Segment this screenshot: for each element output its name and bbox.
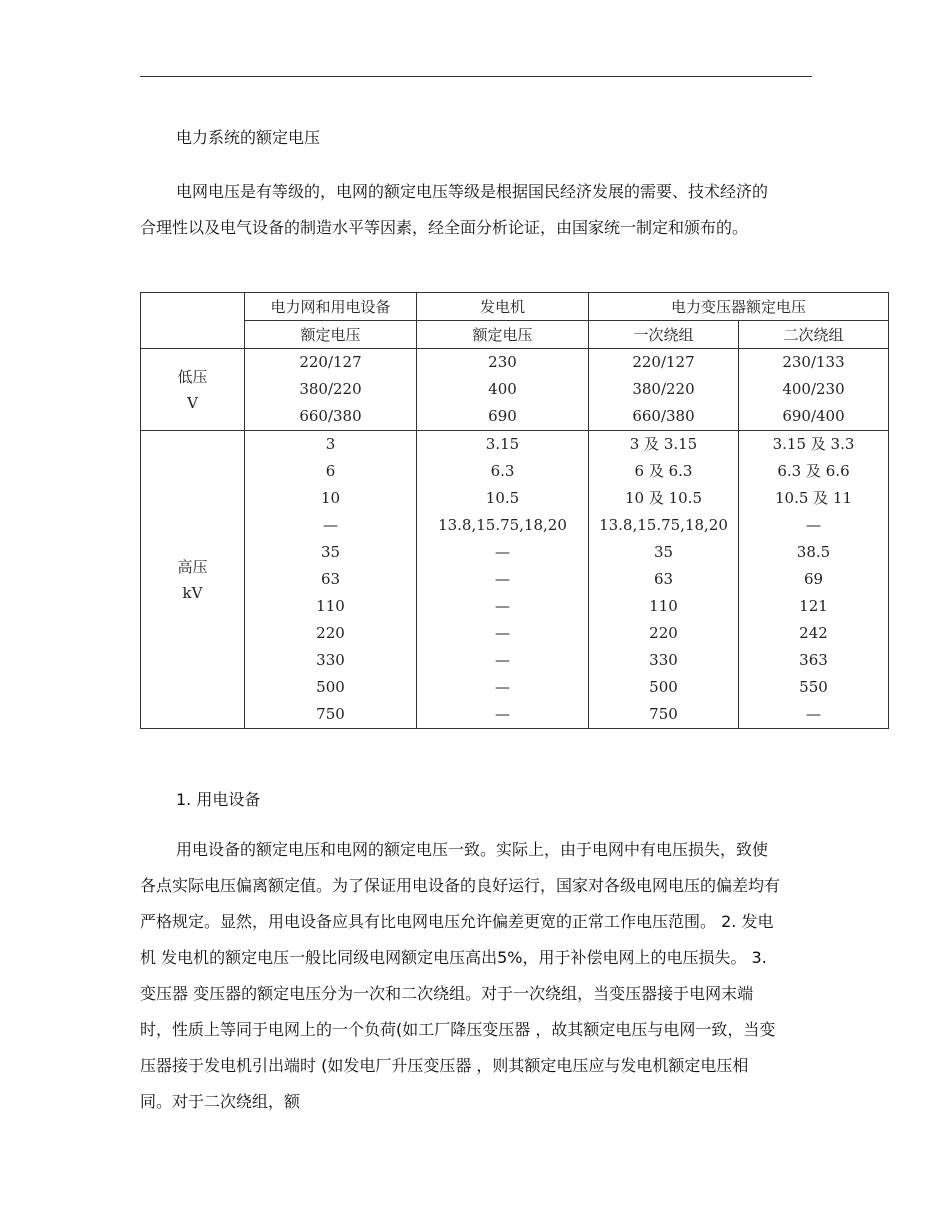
table-cell: 10 bbox=[320, 489, 341, 507]
table-cell: 380/220 bbox=[632, 380, 695, 398]
header-secondary: 二次绕组 bbox=[739, 321, 889, 349]
table-cell: 690 bbox=[488, 407, 517, 425]
table-cell: 750 bbox=[649, 705, 678, 723]
table-cell: 660/380 bbox=[299, 407, 362, 425]
section-heading: 电力系统的额定电压 bbox=[176, 128, 321, 147]
header-generator: 发电机 bbox=[417, 293, 589, 321]
table-cell: 242 bbox=[799, 624, 828, 642]
table-cell: — bbox=[495, 597, 510, 615]
table-cell: 63 bbox=[653, 570, 674, 588]
header-primary: 一次绕组 bbox=[589, 321, 739, 349]
table-cell: 35 bbox=[653, 543, 674, 561]
table-cell: 13.8,15.75,18,20 bbox=[438, 516, 567, 534]
table-cell: 13.8,15.75,18,20 bbox=[599, 516, 728, 534]
table-cell: 3 bbox=[325, 435, 336, 453]
table-cell: 220/127 bbox=[299, 353, 362, 371]
table-cell: 363 bbox=[799, 651, 828, 669]
body-paragraph: 用电设备的额定电压和电网的额定电压一致。实际上，由于电网中有电压损失，致使各点实际电压偏离额定值。为了保证用电设备的良好运行，国家对各级电网电压的偏差均有严格规定。显然，用电设备应具有比电网电压允许偏差更宽的正常工作电压范围。 2. 发电机 发电机的额定电压一般比同级电网额定电压高出5%，用于补偿电网上的电压损失。 3. 变压器 变压器的额定电压分为一次和二次绕组。对于一次绕组，当变压器接于电网末端时，性质上等同于电网上的一个负荷(如工厂降压变压器 ，故其额定电压与电网一致，当变压器接于发电机引出端时 (如发电厂升压变压器 ，则其额定电压应与发电机额定电压相同。对于二次绕组，额 bbox=[140, 840, 781, 1111]
table-cell: 230 bbox=[488, 353, 517, 371]
high-secondary-col bbox=[739, 431, 889, 729]
rated-voltage-table bbox=[140, 292, 889, 729]
table-cell: 500 bbox=[316, 678, 345, 696]
table-cell: 6.3 及 6.6 bbox=[777, 462, 850, 480]
low-generator-col bbox=[417, 349, 589, 431]
table-cell: 6 bbox=[325, 462, 336, 480]
high-voltage-label: 高压 kV bbox=[141, 431, 245, 729]
table-cell: 330 bbox=[316, 651, 345, 669]
table-cell: 220 bbox=[649, 624, 678, 642]
table-cell: 121 bbox=[799, 597, 828, 615]
high-generator-col bbox=[417, 431, 589, 729]
low-voltage-label: 低压 V bbox=[141, 349, 245, 431]
section-1-title: 1. 用电设备 bbox=[176, 790, 261, 809]
table-cell: 35 bbox=[320, 543, 341, 561]
table-cell: 63 bbox=[320, 570, 341, 588]
table-cell: 690/400 bbox=[782, 407, 845, 425]
table-cell: 230/133 bbox=[782, 353, 845, 371]
table-cell: 6 及 6.3 bbox=[634, 462, 693, 480]
table-cell: 550 bbox=[799, 678, 828, 696]
table-cell: — bbox=[495, 543, 510, 561]
table-cell: — bbox=[495, 705, 510, 723]
table-cell: 10.5 bbox=[485, 489, 520, 507]
table-cell: 38.5 bbox=[796, 543, 831, 561]
table-cell: 110 bbox=[649, 597, 678, 615]
low-grid-col bbox=[245, 349, 417, 431]
header-rule bbox=[140, 76, 812, 77]
table-cell: 220/127 bbox=[632, 353, 695, 371]
table-cell: 110 bbox=[316, 597, 345, 615]
table-cell: 500 bbox=[649, 678, 678, 696]
low-secondary-col bbox=[739, 349, 889, 431]
high-grid-col bbox=[245, 431, 417, 729]
table-cell: 660/380 bbox=[632, 407, 695, 425]
table-cell: 3.15 bbox=[485, 435, 520, 453]
table-cell: 10.5 及 11 bbox=[774, 489, 853, 507]
table-cell: 3.15 及 3.3 bbox=[772, 435, 855, 453]
table-cell: 750 bbox=[316, 705, 345, 723]
low-primary-col bbox=[589, 349, 739, 431]
header-generator-sub: 额定电压 bbox=[417, 321, 589, 349]
table-cell: 330 bbox=[649, 651, 678, 669]
table-cell: 400 bbox=[488, 380, 517, 398]
high-primary-col bbox=[589, 431, 739, 729]
table-cell: — bbox=[495, 624, 510, 642]
table-cell: — bbox=[323, 516, 338, 534]
table-cell: — bbox=[806, 705, 821, 723]
table-cell: — bbox=[495, 651, 510, 669]
header-grid: 电力网和用电设备 bbox=[245, 293, 417, 321]
table-cell: 69 bbox=[803, 570, 824, 588]
table-cell: — bbox=[806, 516, 821, 534]
table-cell: 380/220 bbox=[299, 380, 362, 398]
table-cell: — bbox=[495, 678, 510, 696]
table-cell: 3 及 3.15 bbox=[629, 435, 698, 453]
header-grid-sub: 额定电压 bbox=[245, 321, 417, 349]
table-cell: 400/230 bbox=[782, 380, 845, 398]
table-cell: 220 bbox=[316, 624, 345, 642]
table-cell: — bbox=[495, 570, 510, 588]
header-transformer: 电力变压器额定电压 bbox=[589, 293, 889, 321]
table-cell: 10 及 10.5 bbox=[624, 489, 703, 507]
table-cell: 6.3 bbox=[490, 462, 515, 480]
corner-cell bbox=[141, 293, 245, 349]
intro-paragraph: 电网电压是有等级的，电网的额定电压等级是根据国民经济发展的需要、技术经济的合理性以及电气设备的制造水平等因素，经全面分析论证，由国家统一制定和颁布的。 bbox=[140, 182, 769, 237]
